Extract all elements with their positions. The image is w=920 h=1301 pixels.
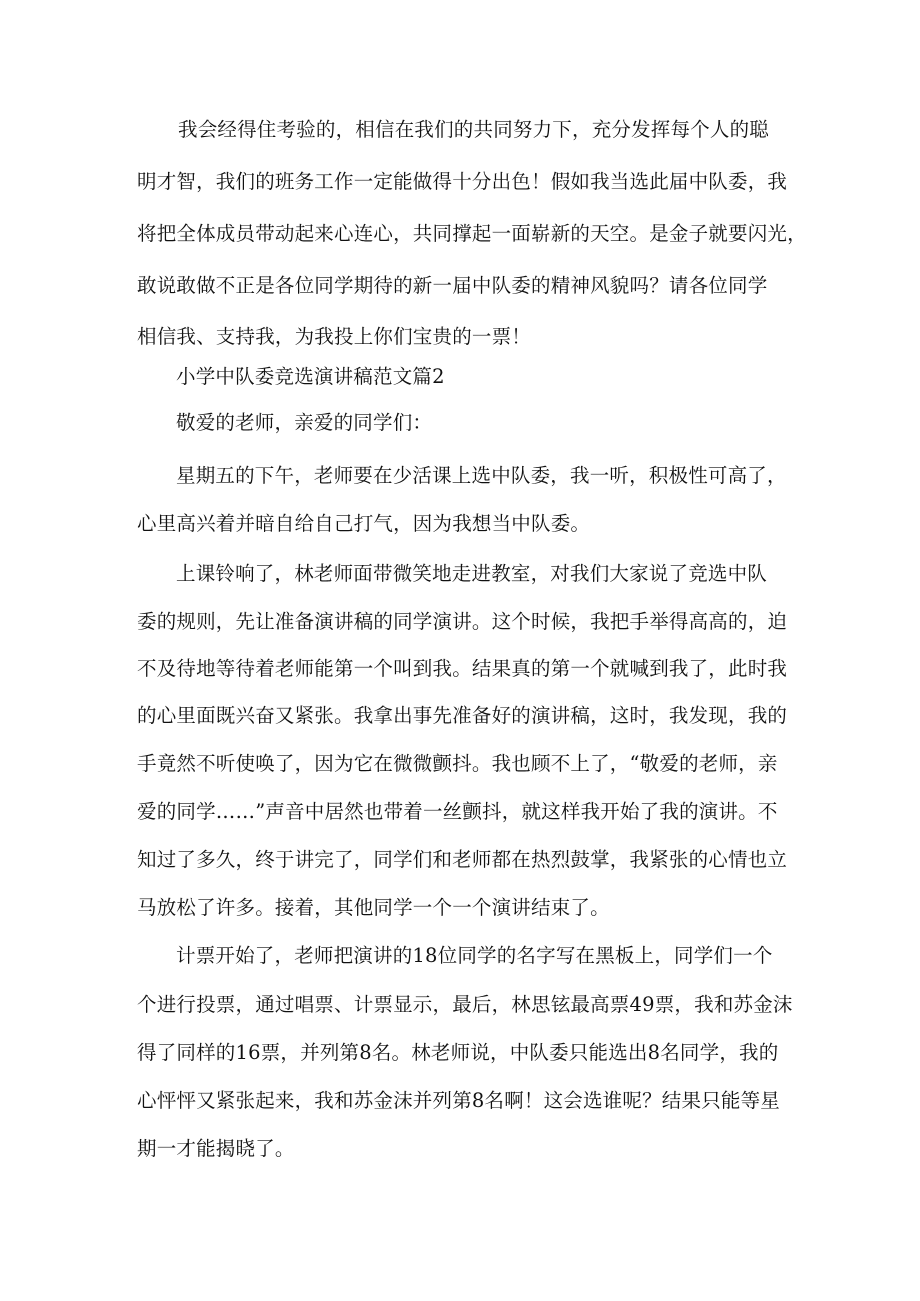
text-line: 相信我、支持我，为我投上你们宝贵的一票！ <box>137 325 532 348</box>
section-heading: 小学中队委竞选演讲稿范文篇2 <box>176 365 445 388</box>
text-line: 委的规则，先让准备演讲稿的同学演讲。这个时候，我把手举得高高的，迫 <box>137 610 788 633</box>
text-line: 手竟然不听使唤了，因为它在微微颤抖。我也顾不上了，“敬爱的老师，亲 <box>137 752 778 775</box>
text-line: 我会经得住考验的，相信在我们的共同努力下，充分发挥每个人的聪 <box>178 118 770 141</box>
text-line: 期一才能揭晓了。 <box>137 1137 295 1160</box>
text-line: 马放松了许多。接着，其他同学一个一个演讲结束了。 <box>137 896 610 919</box>
text-line: 星期五的下午，老师要在少活课上选中队委，我一听，积极性可高了， <box>176 464 787 487</box>
text-line: 的心里面既兴奋又紧张。我拿出事先准备好的演讲稿，这时，我发现，我的 <box>137 704 788 727</box>
text-line: 心里高兴着并暗自给自己打气，因为我想当中队委。 <box>137 512 591 535</box>
text-line: 不及待地等待着老师能第一个叫到我。结果真的第一个就喊到我了，此时我 <box>137 657 788 680</box>
text-line: 爱的同学……”声音中居然也带着一丝颤抖，就这样我开始了我的演讲。不 <box>137 800 778 823</box>
text-line: 个进行投票，通过唱票、计票显示，最后，林思铉最高票49票，我和苏金沫 <box>137 993 793 1016</box>
text-line: 得了同样的16票，并列第8名。林老师说，中队委只能选出8名同学，我的 <box>137 1041 779 1064</box>
text-line: 上课铃响了，林老师面带微笑地走进教室，对我们大家说了竞选中队 <box>176 562 768 585</box>
salutation: 敬爱的老师，亲爱的同学们： <box>176 411 433 434</box>
text-line: 心怦怦又紧张起来，我和苏金沫并列第8名啊！这会选谁呢？结果只能等星 <box>137 1089 781 1112</box>
text-line: 将把全体成员带动起来心连心，共同撑起一面崭新的天空。是金子就要闪光， <box>137 222 807 245</box>
text-line: 计票开始了，老师把演讲的18位同学的名字写在黑板上，同学们一个 <box>176 944 773 967</box>
text-line: 明才智，我们的班务工作一定能做得十分出色！假如我当选此届中队委，我 <box>137 170 788 193</box>
text-line: 知过了多久，终于讲完了，同学们和老师都在热烈鼓掌，我紧张的心情也立 <box>137 848 788 871</box>
text-line: 敢说敢做不正是各位同学期待的新一届中队委的精神风貌吗？请各位同学 <box>137 274 768 297</box>
